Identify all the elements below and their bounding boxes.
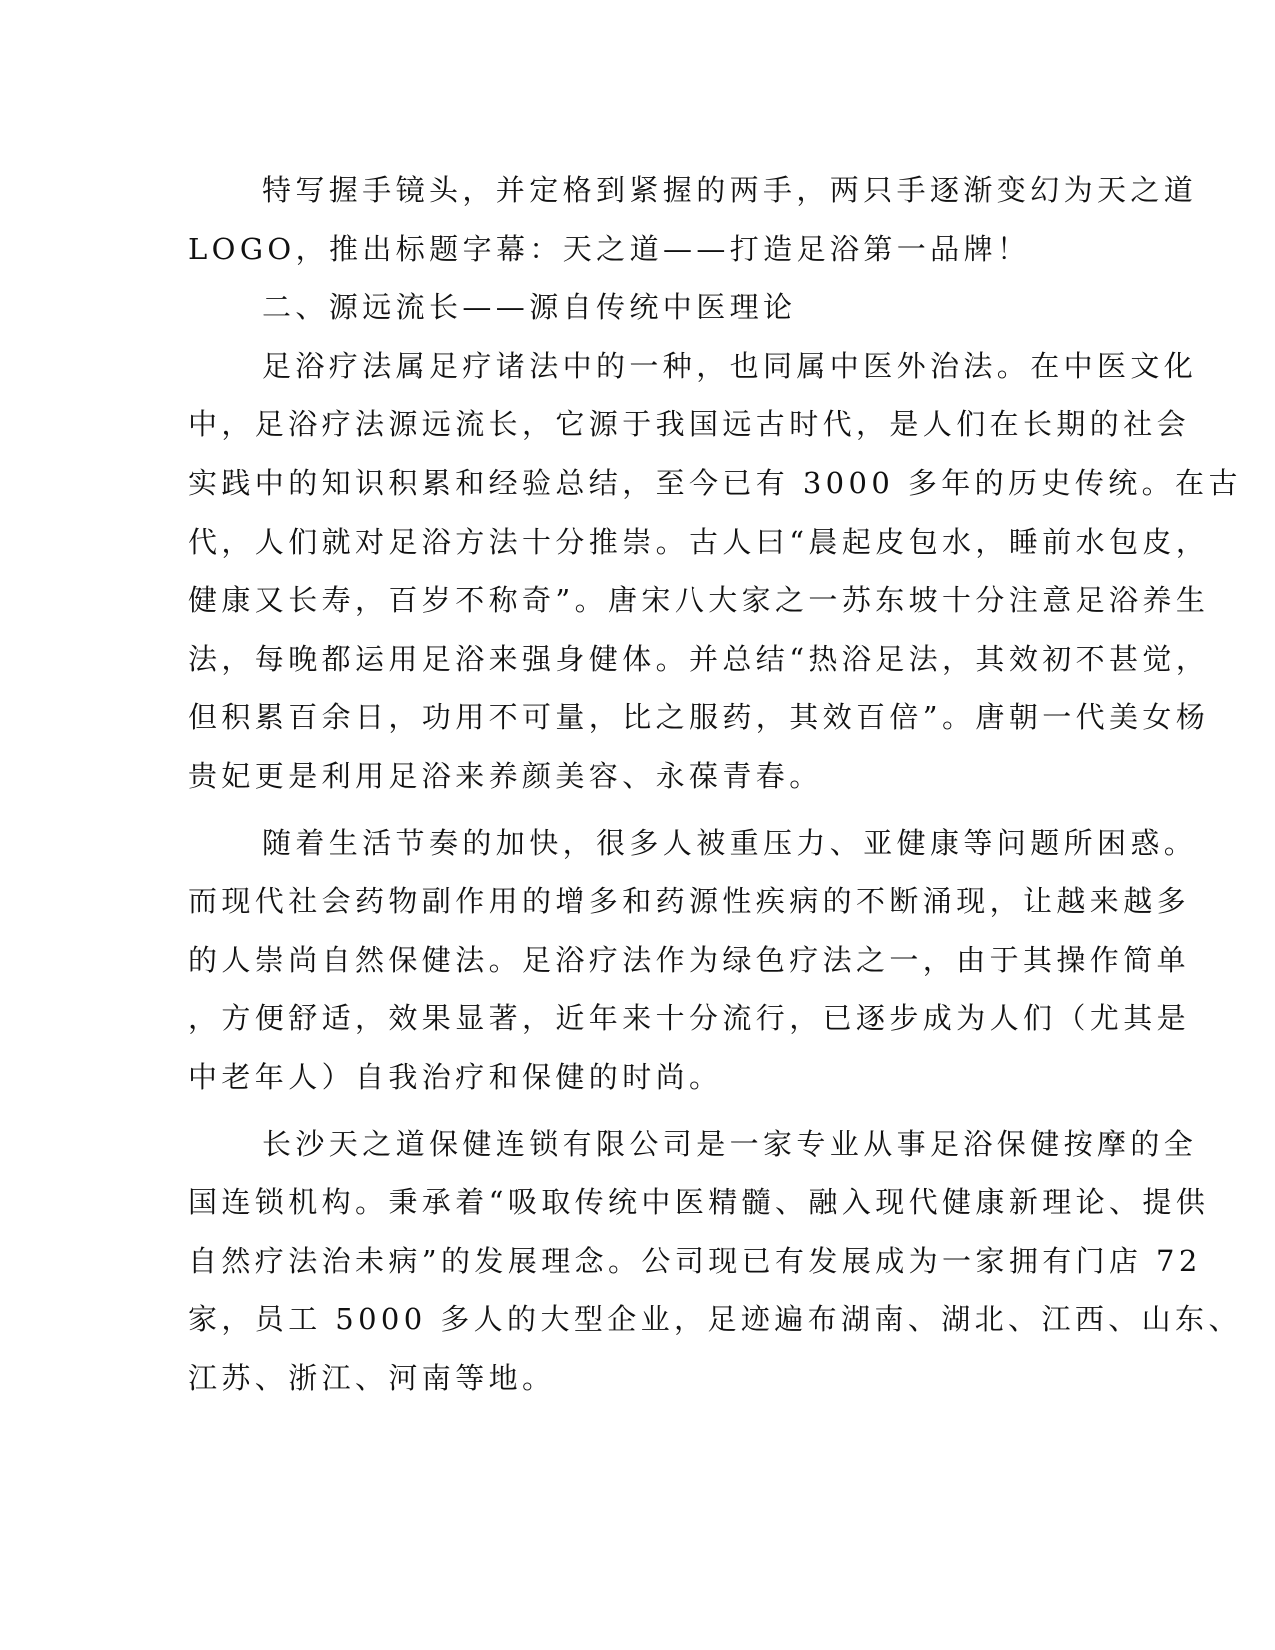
text-line: 实践中的知识积累和经验总结，至今已有 3000 多年的历史传统。在古 (188, 465, 1242, 500)
paragraph-modern (188, 814, 1198, 1107)
text-line: 特写握手镜头，并定格到紧握的两手，两只手逐渐变幻为天之道 (262, 173, 1198, 207)
text-line: 而现代社会药物副作用的增多和药源性疾病的不断涌现，让越来越多 (188, 884, 1191, 919)
text-line: LOGO，推出标题字幕：天之道——打造足浴第一品牌！ (188, 231, 1031, 266)
heading-line: 二、源远流长——源自传统中医理论 (262, 290, 797, 325)
document-body (188, 161, 1242, 1407)
paragraph-company (188, 1115, 1242, 1408)
text-line: 代，人们就对足浴方法十分推崇。古人曰“晨起皮包水，睡前水包皮， (188, 524, 1210, 559)
text-line: 江苏、浙江、河南等地。 (188, 1360, 556, 1395)
text-line: 中老年人）自我治疗和保健的时尚。 (188, 1059, 723, 1094)
text-line: 中，足浴疗法源远流长，它源于我国远古时代，是人们在长期的社会 (188, 407, 1191, 442)
paragraph-gap (188, 1107, 1088, 1115)
text-line: 自然疗法治未病”的发展理念。公司现已有发展成为一家拥有门店 72 (188, 1243, 1202, 1278)
text-line: 但积累百余日，功用不可量，比之服药，其效百倍”。唐朝一代美女杨 (188, 700, 1210, 735)
paragraph-gap (188, 806, 1088, 814)
text-line: 贵妃更是利用足浴来养颜美容、永葆青春。 (188, 758, 823, 793)
section-heading (188, 278, 1088, 337)
text-line: 长沙天之道保健连锁有限公司是一家专业从事足浴保健按摩的全 (262, 1126, 1198, 1161)
text-line: 国连锁机构。秉承着“吸取传统中医精髓、融入现代健康新理论、提供 (188, 1185, 1210, 1220)
paragraph-history (188, 337, 1242, 806)
text-line: 健康又长寿，百岁不称奇”。唐宋八大家之一苏东坡十分注意足浴养生 (188, 583, 1210, 618)
text-line: 的人崇尚自然保健法。足浴疗法作为绿色疗法之一，由于其操作简单 (188, 942, 1191, 977)
text-line: 法，每晚都运用足浴来强身健体。并总结“热浴足法，其效初不甚觉， (188, 641, 1210, 676)
paragraph-intro (188, 161, 1198, 278)
text-line: 家，员工 5000 多人的大型企业，足迹遍布湖南、湖北、江西、山东、 (188, 1302, 1242, 1337)
text-line: 随着生活节奏的加快，很多人被重压力、亚健康等问题所困惑。 (262, 825, 1198, 860)
text-line: 足浴疗法属足疗诸法中的一种，也同属中医外治法。在中医文化 (262, 348, 1198, 383)
text-line: ，方便舒适，效果显著，近年来十分流行，已逐步成为人们（尤其是 (188, 1001, 1191, 1036)
